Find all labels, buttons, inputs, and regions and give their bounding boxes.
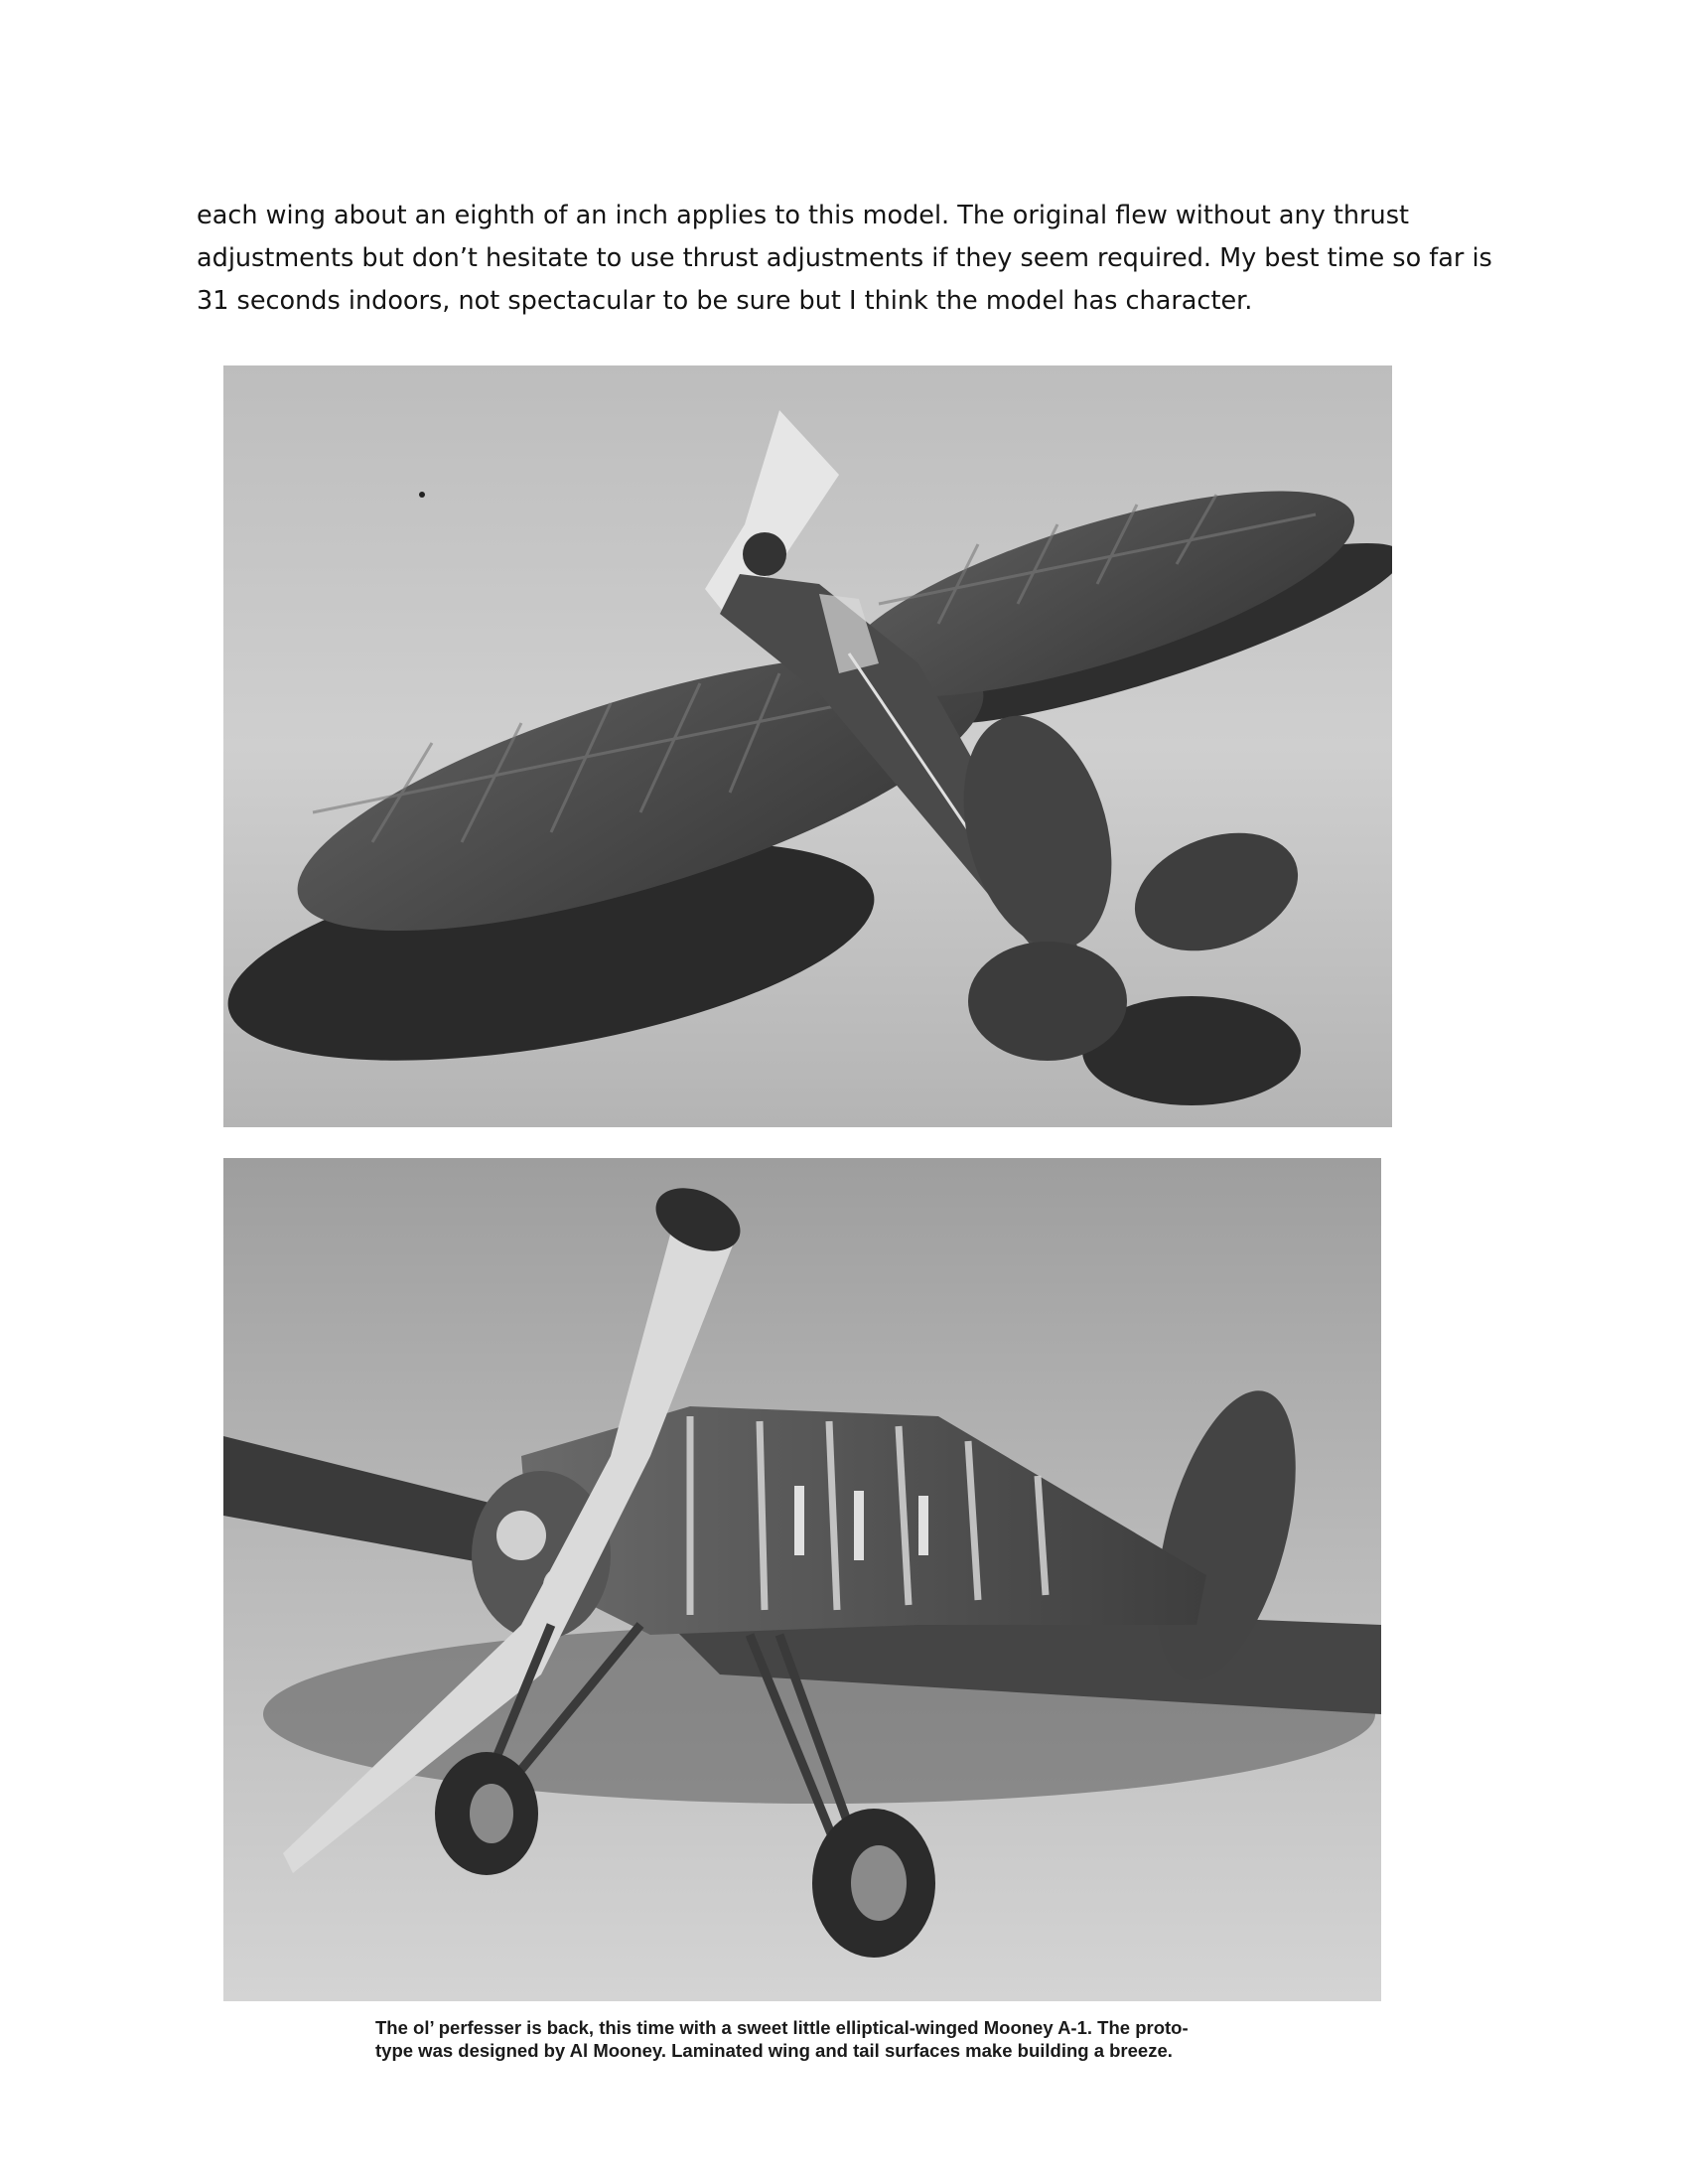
body-line-2: adjustments but don’t hesitate to use thrust adjustments if they seem required. My best time so far is [197,243,1492,273]
body-line-1: each wing about an eighth of an inch applies to this model. The original flew without any thrust [197,201,1409,230]
photo-caption [375,2016,1299,2062]
photo-model-overhead-image [223,365,1392,1127]
photo-model-overhead [223,365,1392,1127]
body-paragraph [197,195,1492,323]
caption-line-2: type was designed by Al Mooney. Laminated wing and tail surfaces make building a breeze. [375,2040,1173,2061]
caption-line-1: The ol’ perfesser is back, this time with a sweet little elliptical-winged Mooney A-1. The proto- [375,2017,1189,2038]
photo-model-front-image [223,1158,1381,2001]
body-line-3: 31 seconds indoors, not spectacular to be sure but I think the model has character. [197,286,1253,316]
photo-model-front [223,1158,1381,2001]
